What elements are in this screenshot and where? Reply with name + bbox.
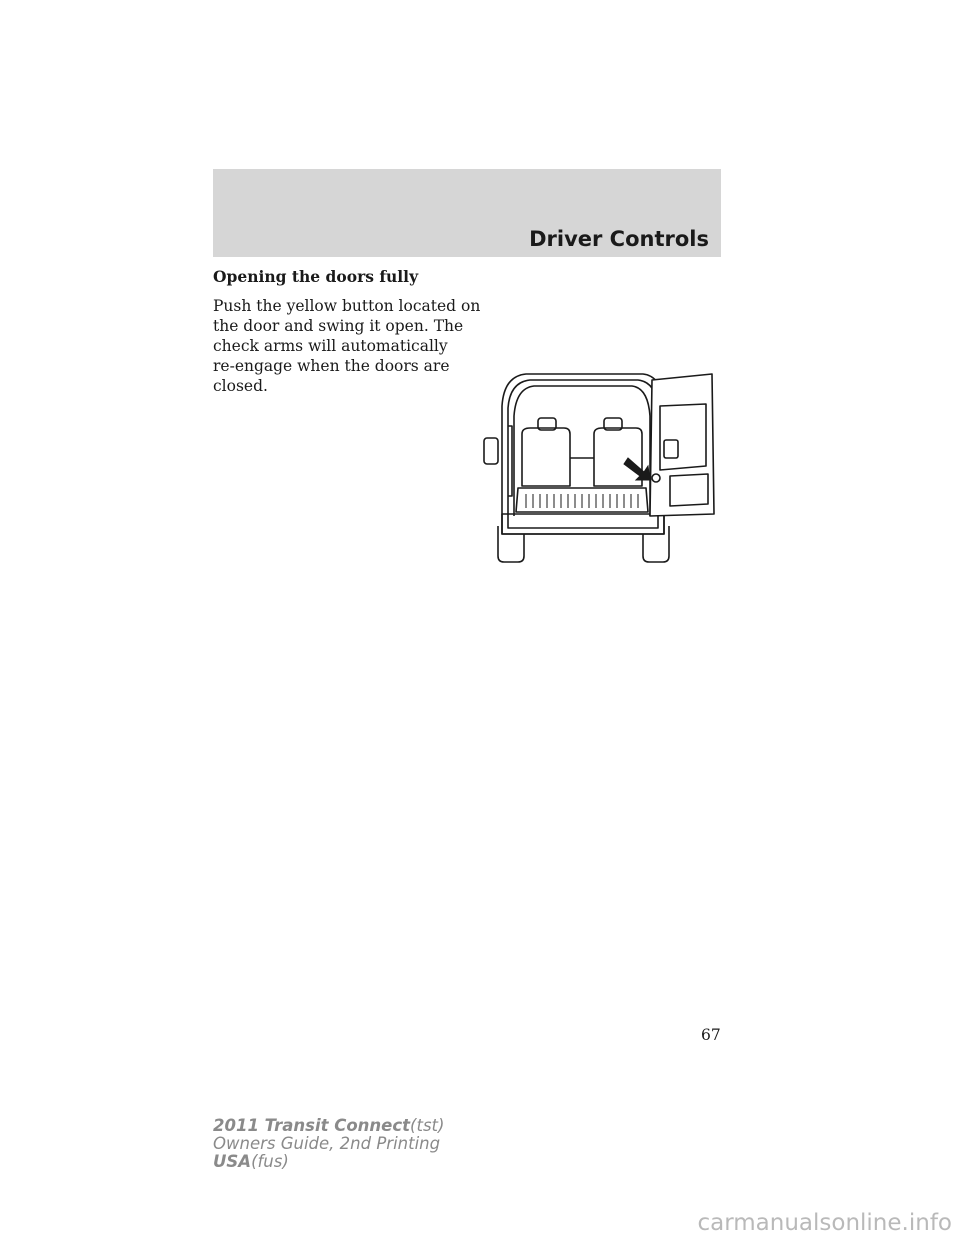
footer-model: 2011 Transit Connect	[213, 1116, 411, 1135]
section-title: Driver Controls	[529, 227, 709, 251]
watermark-text: carmanualsonline.info	[697, 1210, 952, 1236]
body-line: closed.	[213, 377, 268, 395]
van-rear-door-illustration	[478, 366, 723, 566]
body-line: Push the yellow button located on	[213, 297, 481, 315]
document-footer	[213, 1117, 444, 1171]
subsection-heading: Opening the doors fully	[213, 267, 419, 286]
footer-market-code: (fus)	[251, 1152, 289, 1171]
footer-market: USA	[213, 1152, 252, 1171]
footer-model-code: (tst)	[410, 1116, 445, 1135]
body-line: re-engage when the doors are	[213, 357, 450, 375]
body-paragraph	[213, 296, 481, 396]
footer-line	[213, 1117, 444, 1135]
footer-line	[213, 1153, 444, 1171]
body-line: the door and swing it open. The	[213, 317, 464, 335]
body-line: check arms will automatically	[213, 337, 448, 355]
footer-line: Owners Guide, 2nd Printing	[213, 1134, 441, 1153]
section-header-band	[213, 169, 721, 257]
page-number: 67	[701, 1026, 721, 1044]
